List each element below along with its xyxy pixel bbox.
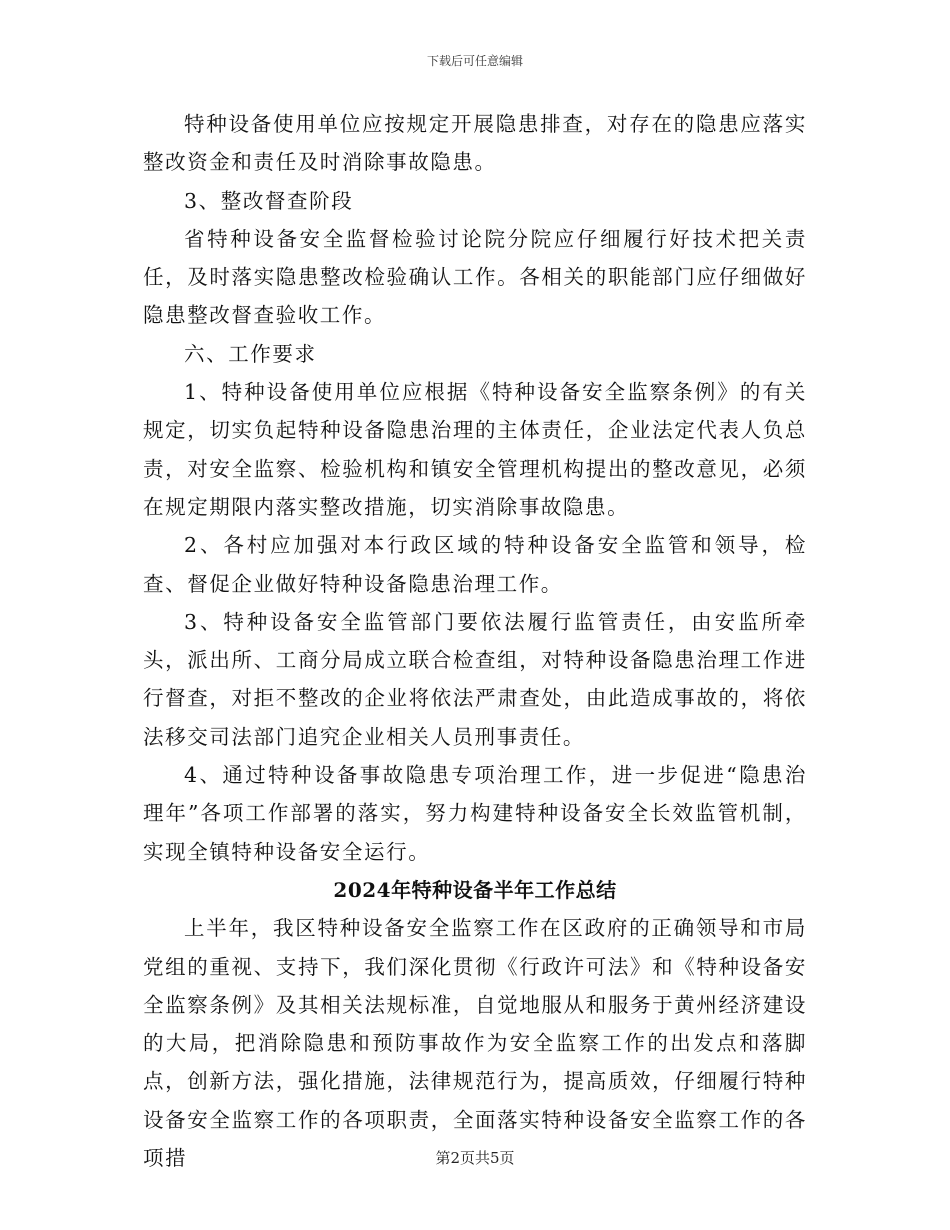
paragraph-hazard-check: 特种设备使用单位应按规定开展隐患排查，对存在的隐患应落实整改资金和责任及时消除事故隐患。 (143, 112, 807, 175)
paragraph-summary: 上半年，我区特种设备安全监察工作在区政府的正确领导和市局党组的重视、支持下，我们深化贯彻《行政许可法》和《特种设备安全监察条例》及其相关法规标准，自觉地服从和服务于黄州经济建设的大局，把消除隐患和预防事故作为安全监察工作的出发点和落脚点，创新方法，强化措施，法律规范行为，提高质效，仔细履行特种设备安全监察工作的各项职责，全面落实特种设备安全监察工作的各项措 (143, 916, 807, 1171)
document-title: 2024年特种设备半年工作总结 (333, 877, 617, 902)
page-header-note: 下载后可任意编辑 (426, 54, 523, 68)
heading-work-requirements: 六、工作要求 (184, 341, 317, 366)
paragraph-requirement-1: 1、特种设备使用单位应根据《特种设备安全监察条例》的有关规定，切实负起特种设备隐患治理的主体责任，企业法定代表人负总责，对安全监察、检验机构和镇安全管理机构提出的整改意见，必须在规定期限内落实整改措施，切实消除事故隐患。 (143, 380, 807, 519)
page-number: 第2页共5页 (435, 1149, 515, 1167)
paragraph-requirement-3: 3、特种设备安全监管部门要依法履行监管责任，由安监所牵头，派出所、工商分局成立联合检查组，对特种设备隐患治理工作进行督查，对拒不整改的企业将依法严肃查处，由此造成事故的，将依法移交司法部门追究企业相关人员刑事责任。 (143, 609, 807, 749)
paragraph-requirement-2: 2、各村应加强对本行政区域的特种设备安全监管和领导，检查、督促企业做好特种设备隐患治理工作。 (143, 533, 807, 596)
paragraph-requirement-4: 4、通过特种设备事故隐患专项治理工作，进一步促进“隐患治理年”各项工作部署的落实，努力构建特种设备安全长效监管机制，实现全镇特种设备安全运行。 (143, 763, 807, 864)
document-body (143, 105, 807, 1177)
paragraph-inspection-institute: 省特种设备安全监督检验讨论院分院应仔细履行好技术把关责任，及时落实隐患整改检验确认工作。各相关的职能部门应仔细做好隐患整改督查验收工作。 (143, 226, 807, 328)
heading-rectification-stage: 3、整改督查阶段 (184, 188, 354, 213)
